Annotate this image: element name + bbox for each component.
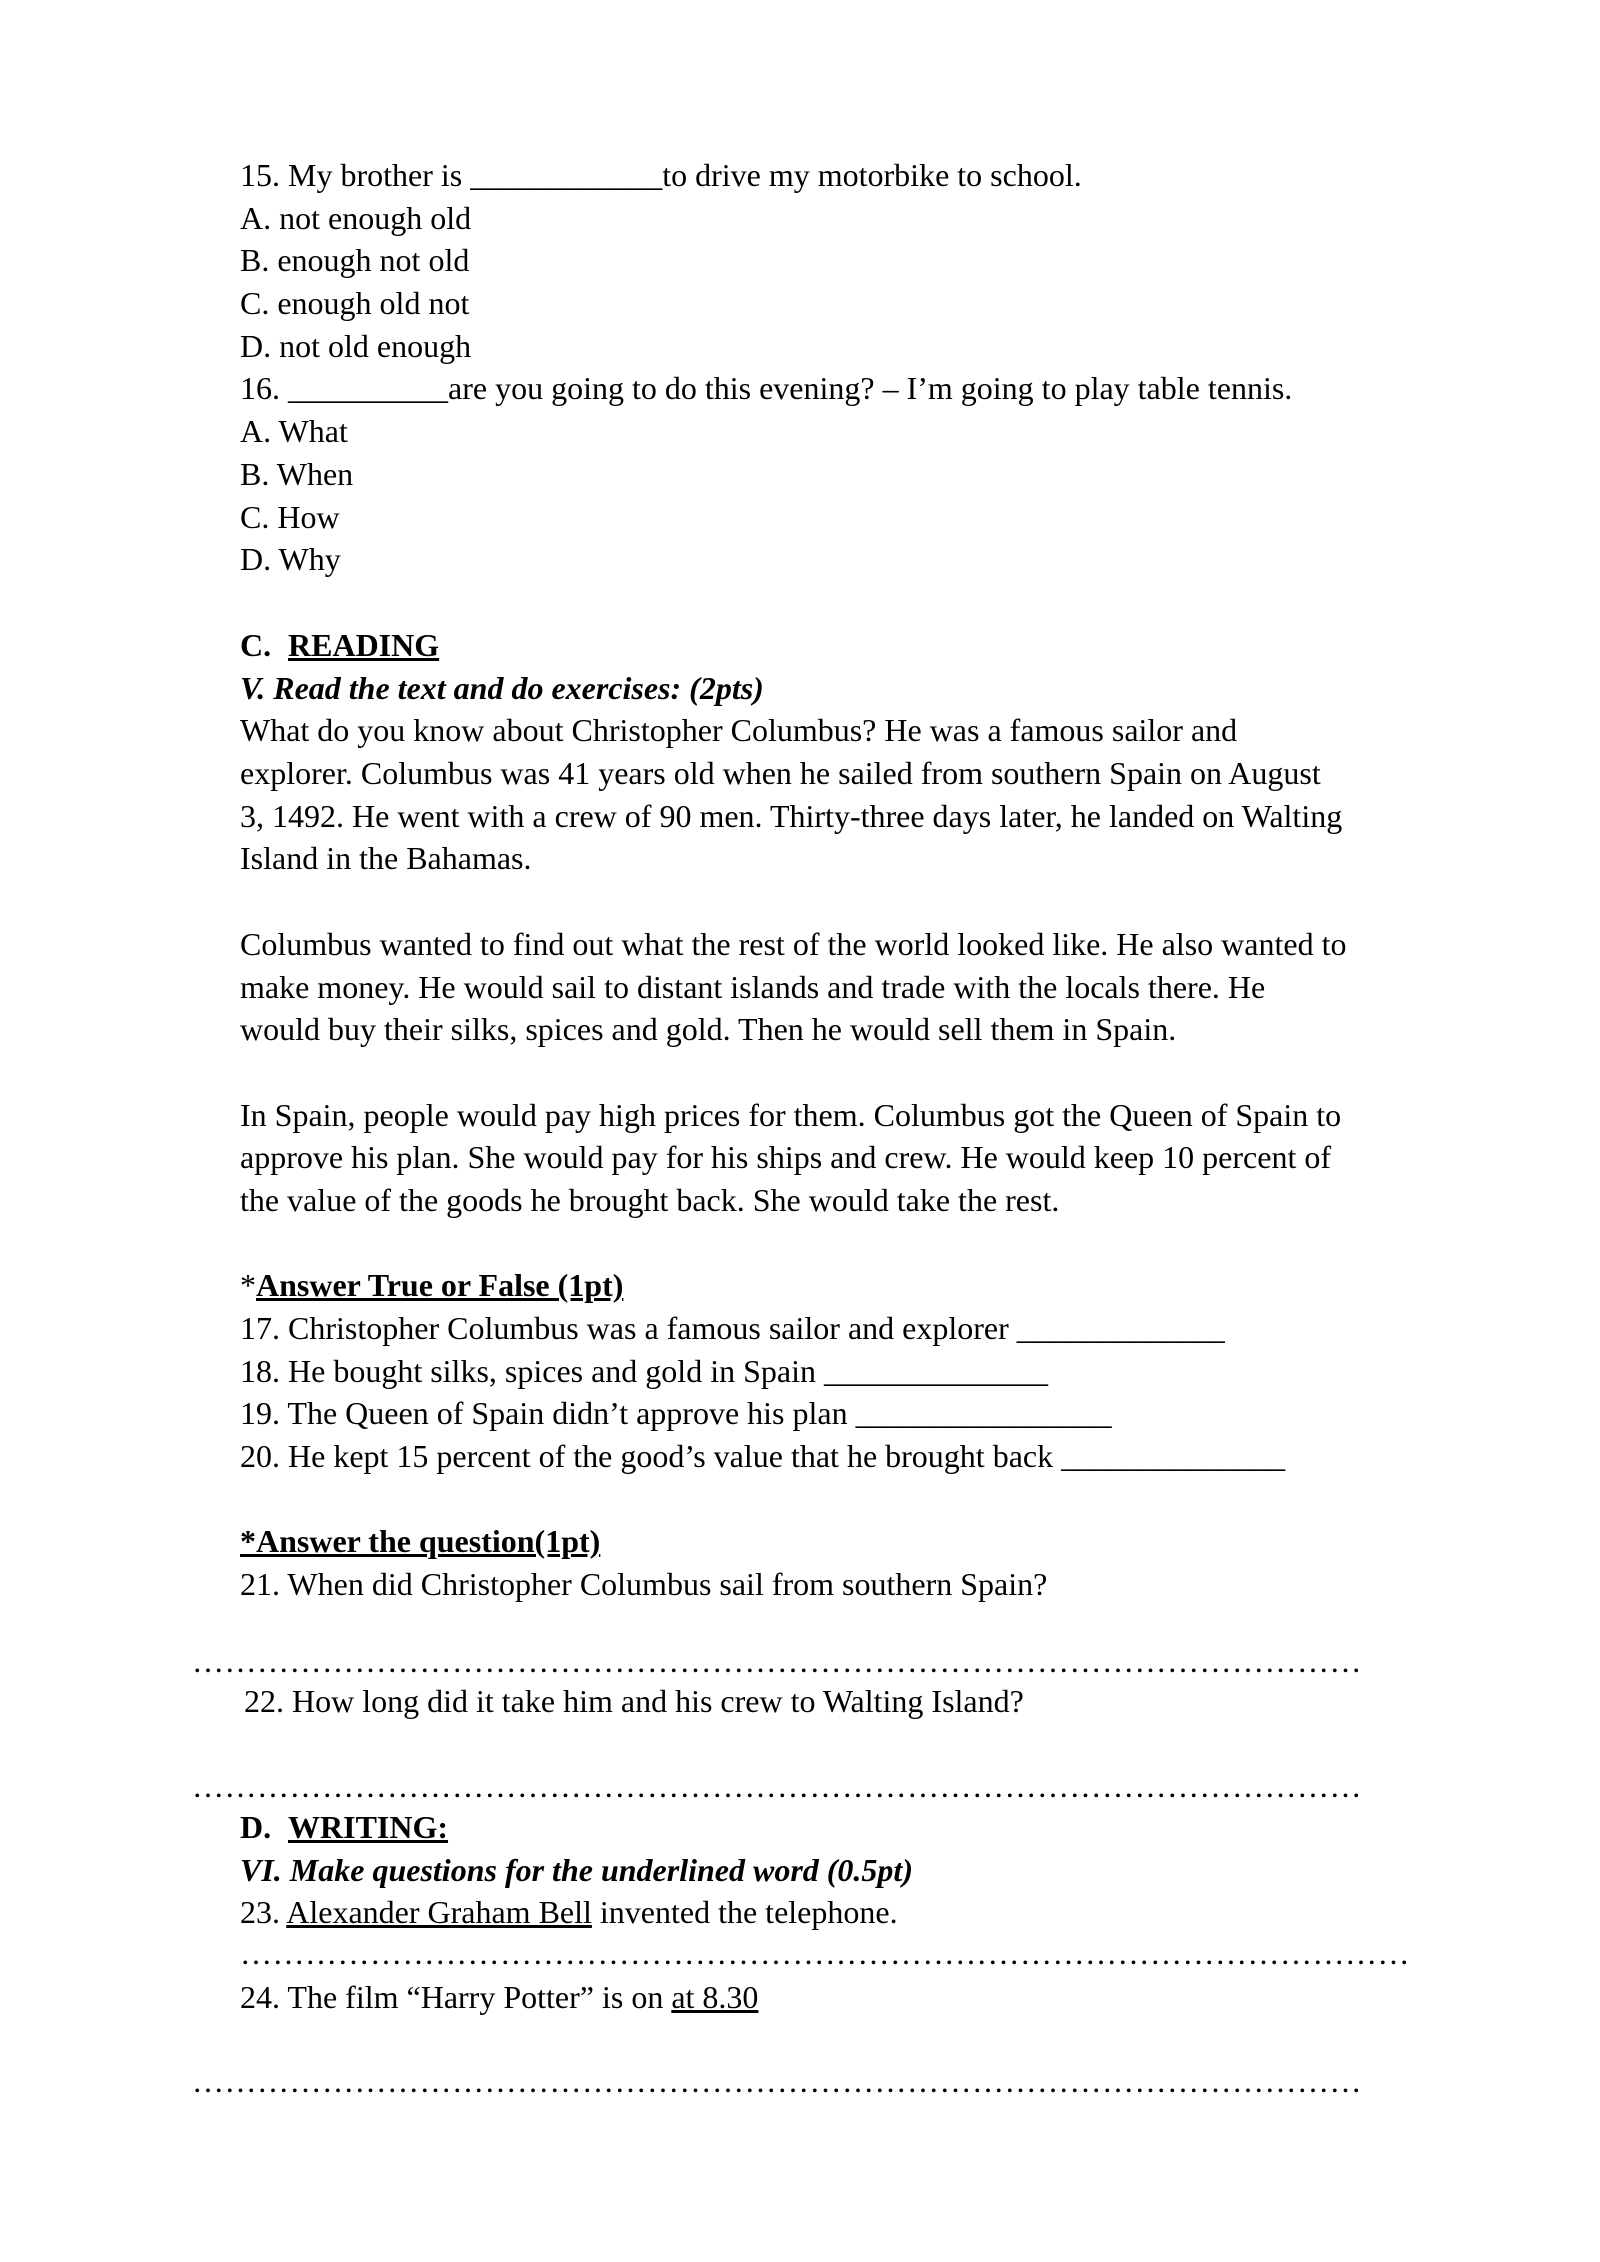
answer-line-23[interactable]: ………………………………………………………………………………………………	[240, 1935, 1410, 1971]
question-23-number: 23.	[240, 1894, 287, 1931]
question-15-stem: 15. My brother is ____________to drive my motorbike to school.	[240, 157, 1082, 193]
question-16-option-b: B. When	[240, 455, 354, 492]
answer-question-heading: *Answer the question(1pt)	[240, 1523, 601, 1560]
paragraph-line: Island in the Bahamas.	[240, 840, 532, 877]
answer-line-22[interactable]: ………………………………………………………………………………………………	[192, 1768, 1362, 1804]
blank-line	[240, 1478, 1480, 1521]
question-24	[240, 1976, 1480, 2019]
reading-paragraph-1	[240, 709, 1480, 880]
blank-line	[240, 880, 1480, 923]
writing-section-title: WRITING:	[288, 1809, 449, 1845]
true-false-item-20: 20. He kept 15 percent of the good’s value that he brought back ______________	[240, 1438, 1286, 1475]
reading-instruction: V. Read the text and do exercises: (2pts)	[240, 669, 764, 706]
true-false-star: *	[240, 1267, 256, 1304]
question-24-block	[240, 1976, 1480, 2019]
question-15-option-c: C. enough old not	[240, 285, 470, 322]
paragraph-line: What do you know about Christopher Columbus? He was a famous sailor and	[240, 712, 1238, 749]
true-false-title: Answer True or False (1pt)	[256, 1267, 624, 1304]
writing-section	[240, 1806, 1480, 1934]
question-16-stem: 16. __________are you going to do this evening? – I’m going to play table tennis.	[240, 370, 1293, 407]
writing-instruction: VI. Make questions for the underlined word (0.5pt)	[240, 1851, 913, 1888]
writing-section-letter: D.	[240, 1809, 272, 1845]
reading-section-letter: C.	[240, 627, 272, 663]
question-23-underlined: Alexander Graham Bell	[286, 1894, 592, 1931]
true-false-item-18: 18. He bought silks, spices and gold in Spain ______________	[240, 1352, 1048, 1389]
question-15-option-b: B. enough not old	[240, 242, 470, 279]
answer-line-21[interactable]: ………………………………………………………………………………………………	[192, 1643, 1362, 1679]
paragraph-line: Columbus wanted to find out what the rest of the world looked like. He also wanted to	[240, 925, 1347, 962]
paragraph-line: In Spain, people would pay high prices for them. Columbus got the Queen of Spain to	[240, 1096, 1342, 1133]
question-22: 22. How long did it take him and his crew to Walting Island?	[244, 1683, 1024, 1719]
question-24-underlined: at 8.30	[671, 1979, 759, 2015]
question-22-block	[244, 1680, 1484, 1723]
blank-line	[240, 1222, 1480, 1265]
question-16-option-d: D. Why	[240, 541, 341, 578]
answer-line-24[interactable]: ………………………………………………………………………………………………	[192, 2063, 1362, 2099]
paragraph-line: explorer. Columbus was 41 years old when he sailed from southern Spain on August	[240, 755, 1321, 792]
paragraph-line: the value of the goods he brought back. She would take the rest.	[240, 1181, 1060, 1218]
reading-section-title: READING	[288, 627, 440, 663]
reading-heading	[240, 624, 1480, 667]
question-15-option-d: D. not old enough	[240, 327, 472, 364]
question-16-option-c: C. How	[240, 498, 340, 535]
paragraph-line: 3, 1492. He went with a crew of 90 men. Thirty-three days later, he landed on Walting	[240, 797, 1343, 834]
reading-section	[240, 624, 1480, 1606]
question-23	[240, 1891, 1480, 1934]
reading-paragraph-2	[240, 923, 1480, 1051]
question-15-option-a: A. not enough old	[240, 199, 472, 236]
true-false-item-19: 19. The Queen of Spain didn’t approve his plan ________________	[240, 1395, 1112, 1432]
paragraph-line: would buy their silks, spices and gold. Then he would sell them in Spain.	[240, 1011, 1177, 1048]
paragraph-line: approve his plan. She would pay for his ships and crew. He would keep 10 percent of	[240, 1139, 1331, 1176]
question-21: 21. When did Christopher Columbus sail from southern Spain?	[240, 1566, 1048, 1603]
writing-heading	[240, 1806, 1480, 1849]
blank-line	[240, 1051, 1480, 1094]
reading-paragraph-3	[240, 1094, 1480, 1222]
true-false-item-17: 17. Christopher Columbus was a famous sailor and explorer _____________	[240, 1310, 1225, 1346]
question-24-prefix: 24. The film “Harry Potter” is on	[240, 1979, 672, 2015]
vocab-questions	[240, 154, 1480, 581]
question-16-option-a: A. What	[240, 413, 348, 450]
question-23-rest: invented the telephone.	[591, 1894, 898, 1931]
true-false-heading	[240, 1264, 1480, 1307]
paragraph-line: make money. He would sail to distant islands and trade with the locals there. He	[240, 968, 1266, 1005]
